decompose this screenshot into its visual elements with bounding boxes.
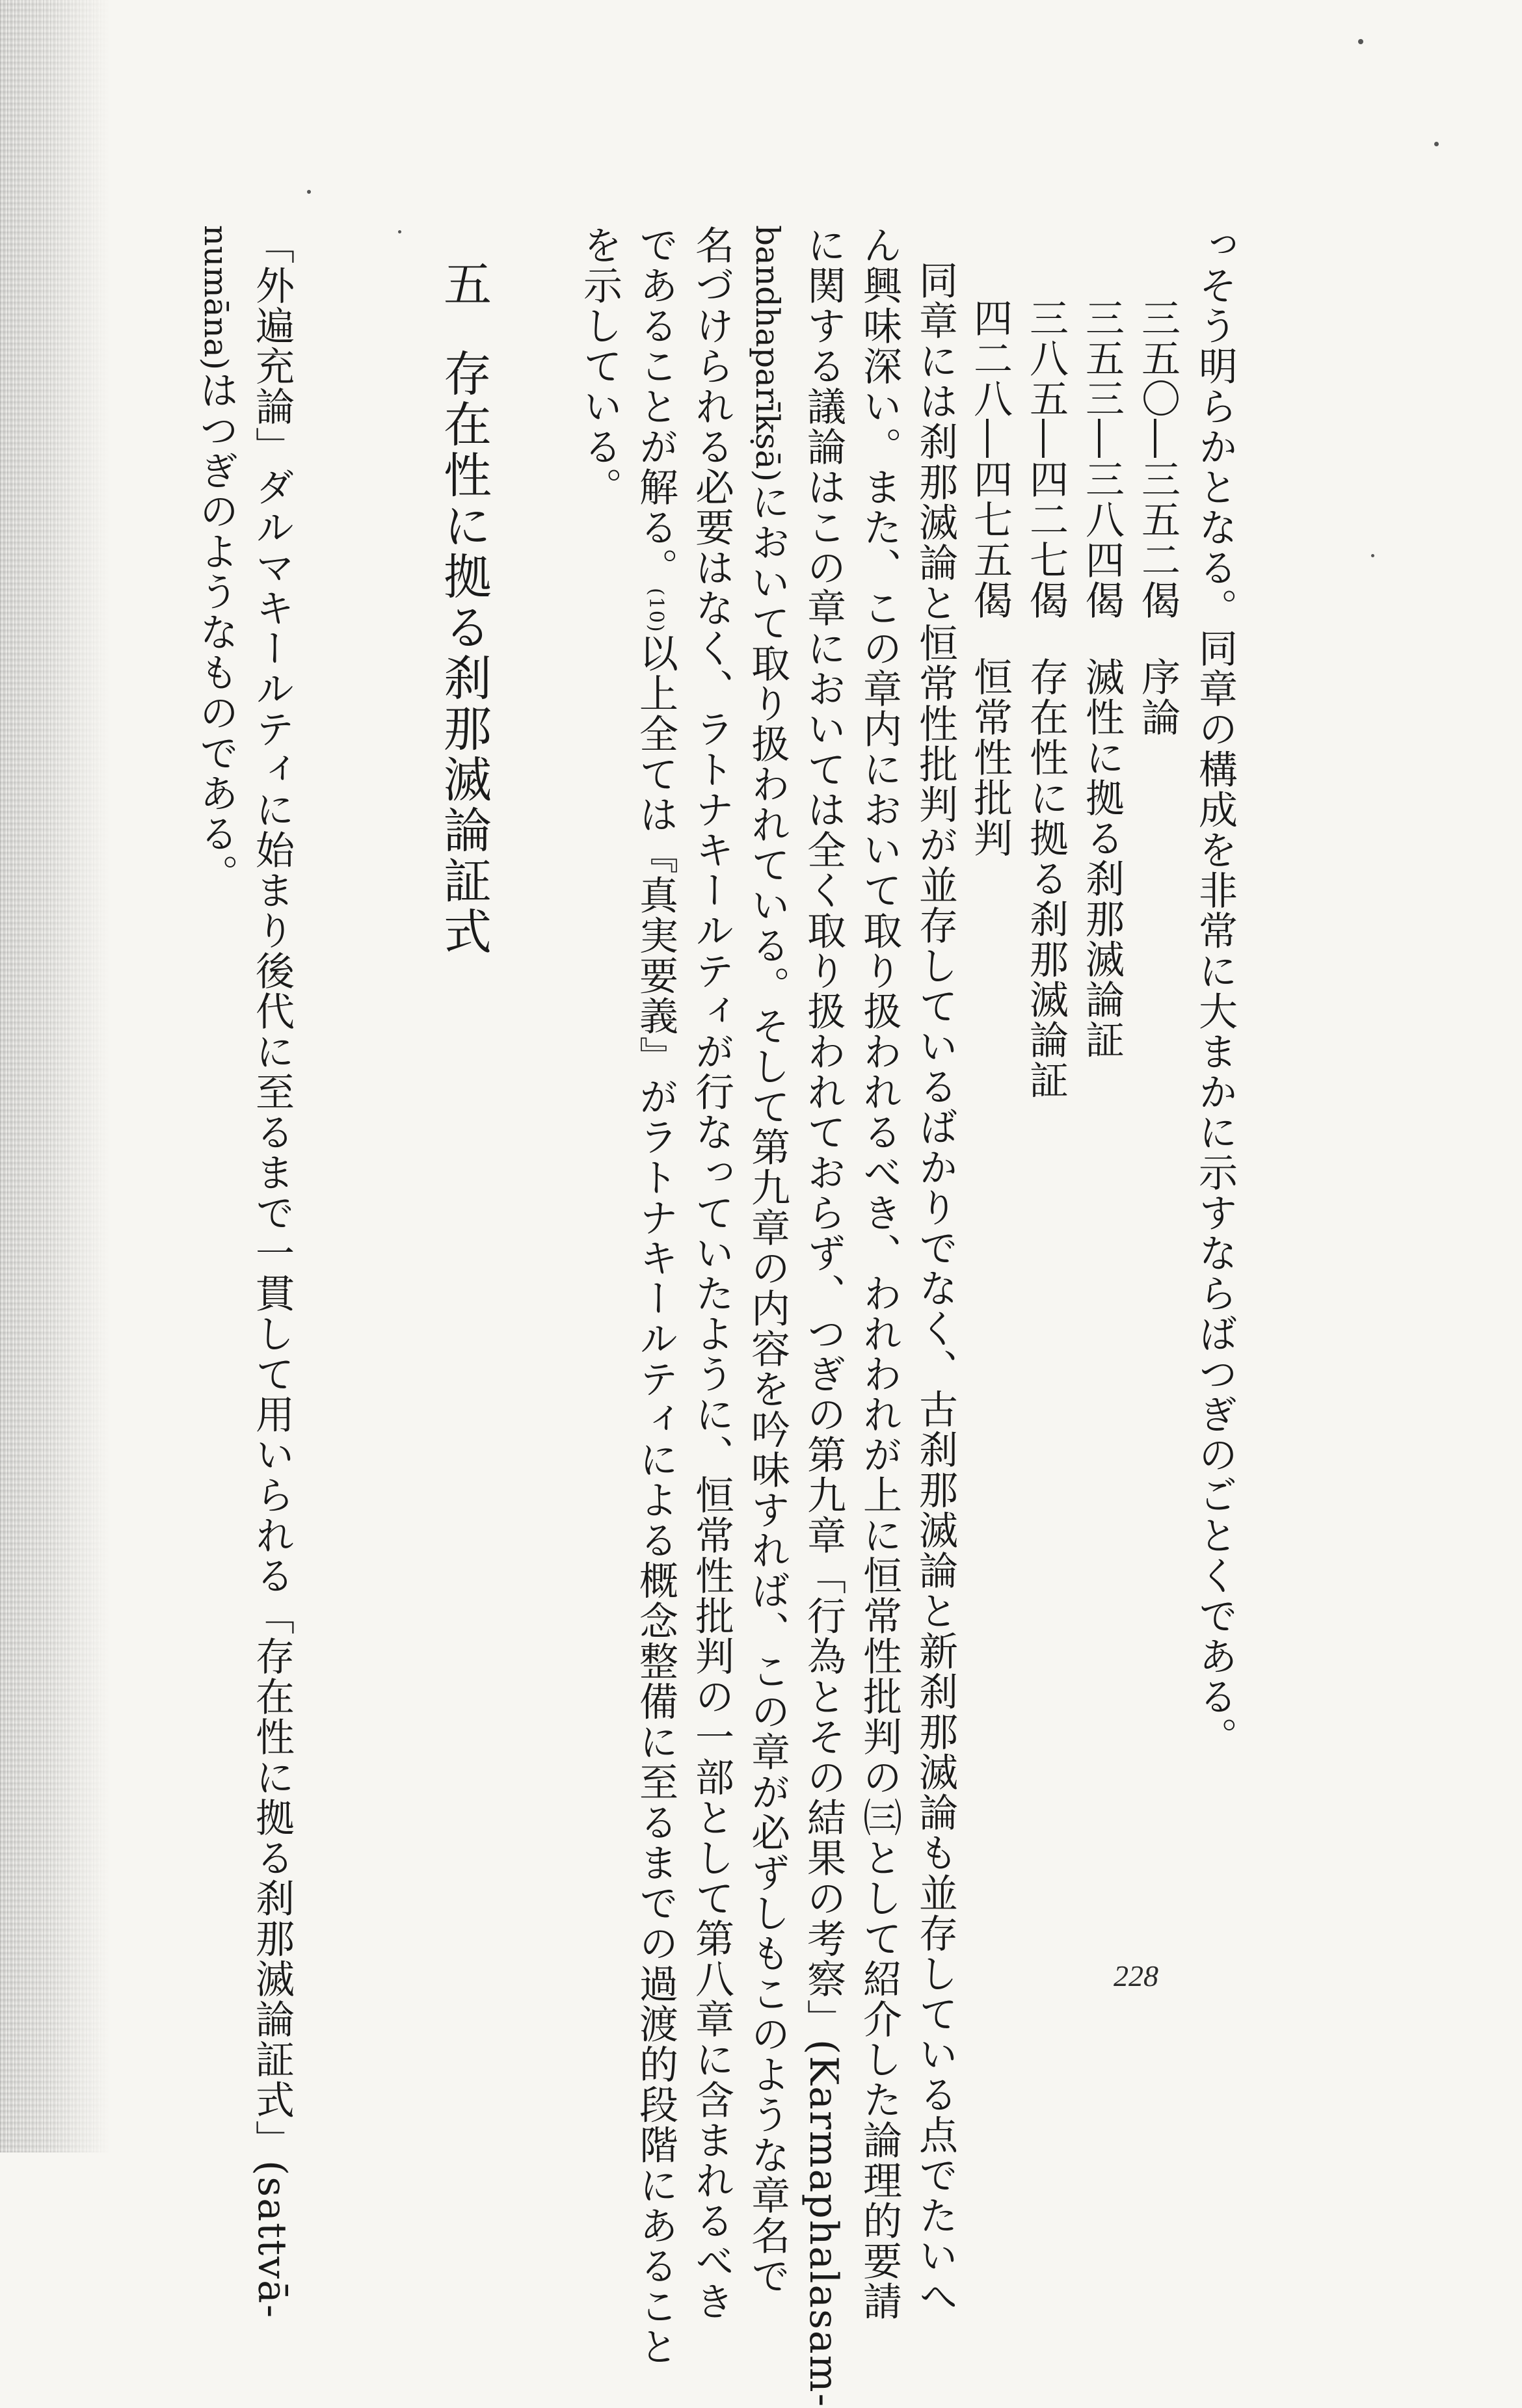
- text-line-4: に関する議論はこの章においては全く取り扱われておらず、つぎの第九章「行為とその結果の考察」(Karmaphalasam-: [801, 225, 846, 2408]
- section-label: 序論: [1135, 657, 1181, 737]
- footnote-ref: (10): [645, 588, 667, 633]
- text-line-2: 同章には刹那滅論と恒常性批判が並存しているばかりでなく、古刹那滅論と新刹那滅論も並存している点でたいへ: [913, 260, 958, 2316]
- text-line-7: [633, 225, 678, 2367]
- section-label: 滅性に拠る刹那滅論証: [1079, 657, 1125, 1060]
- section-label: 存在性に拠る刹那滅論証: [1023, 657, 1069, 1100]
- section-heading: [436, 259, 492, 957]
- range-label: 三五三―三八四偈: [1079, 298, 1125, 620]
- text-line-5: [745, 225, 790, 2297]
- text-line-6: 名づけられる必要はなく、ラトナキールティが行なっていたように、恒常性批判の一部として第八章に含まれるべき: [689, 225, 734, 2322]
- text-line-1: っそう明らかとなる。同章の構成を非常に大まかに示すならばつぎのごとくである。: [1192, 225, 1238, 1757]
- text-line-8: を示している。: [577, 225, 622, 507]
- text-line-9: 「外遍充論」ダルマキールティに始まり後代に至るまで一貫して用いられる「存在性に拠る刹那滅論証式」(sattvā-: [249, 225, 295, 2320]
- dust-speck: [307, 190, 311, 194]
- dust-speck: [398, 230, 401, 233]
- range-label: 三五〇―三五二偈: [1135, 298, 1181, 620]
- section-title: 存在性に拠る刹那滅論証式: [436, 349, 492, 957]
- text-run: であることが解る。: [633, 225, 678, 588]
- section-label: 恒常性批判: [967, 657, 1013, 858]
- text-line-3: ん興味深い。また、この章内において取り扱われるべき、われわれが上に恒常性批判の㈢として紹介した論理的要請: [857, 225, 902, 2322]
- text-line-10: [193, 225, 239, 895]
- sanskrit-term: bandhaparīkṣā): [749, 225, 786, 483]
- dust-speck: [1358, 39, 1363, 44]
- dust-speck: [1434, 142, 1439, 146]
- sanskrit-term: numāna): [197, 225, 235, 371]
- text-run: はつぎのようなものである。: [193, 370, 239, 895]
- dust-speck: [1371, 554, 1374, 557]
- table-row-4: [967, 298, 1013, 858]
- text-run: 以上全ては『真実要義』がラトナキールティによる概念整備に至るまでの過渡的段階にあること: [633, 633, 678, 2367]
- range-label: 四二八―四七五偈: [967, 298, 1013, 620]
- range-label: 三八五―四二七偈: [1023, 298, 1069, 620]
- table-row-2: [1079, 298, 1125, 1060]
- section-number: 五: [436, 259, 492, 310]
- text-run: において取り扱われている。そして第九章の内容を吟味すれば、この章が必ずしもこのような章名で: [745, 482, 790, 2297]
- page-number: 228: [1114, 1959, 1158, 1992]
- table-row-1: [1135, 298, 1181, 737]
- scan-shadow-edge: [0, 0, 111, 2152]
- table-row-3: [1023, 298, 1069, 1100]
